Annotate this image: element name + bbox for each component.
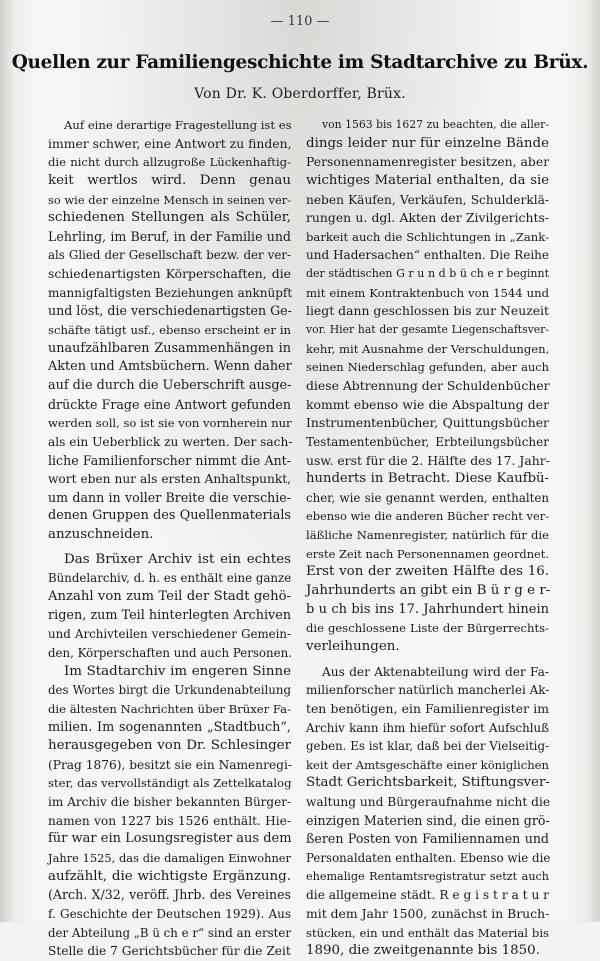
text-line: keit der Amtsgeschäfte einer königlichen <box>306 757 549 772</box>
text-line: Testamentenbücher, Erbteilungsbücher <box>306 434 549 449</box>
paragraph <box>306 116 549 657</box>
text-line: b u ch bis ins 17. Jahrhundert hinein <box>306 601 549 617</box>
text-line: rungen u. dgl. Akten der Zivilgerichts- <box>306 210 549 226</box>
paragraph <box>48 116 291 545</box>
text-line: ebenso wie die anderen Bücher recht ver- <box>306 509 549 524</box>
article-title: Quellen zur Familiengeschichte im Stadtarchive zu Brüx. <box>11 52 589 73</box>
text-line: die nicht durch allzugroße Lückenhaftig- <box>48 155 291 170</box>
text-line: geben. Es ist klar, daß bei der Vielseitig- <box>306 739 549 754</box>
text-line: schäfte tätigt usf., ebenso erscheint er in <box>48 323 291 338</box>
text-line: Auf eine derartige Fragestellung ist es <box>64 118 292 132</box>
right-column <box>306 116 549 961</box>
paragraph <box>306 663 549 961</box>
text-line: Aus der Aktenabteilung wird der Fa- <box>322 664 549 679</box>
text-line: Lehrling, im Beruf, in der Familie und <box>48 228 291 244</box>
text-line: herausgegeben von Dr. Schlesinger <box>48 738 291 754</box>
text-line: diese Abtrennung der Schuldenbücher <box>306 377 550 393</box>
text-line: Im Stadtarchiv im engeren Sinne <box>64 663 291 679</box>
text-line: schiedenen Stellungen als Schüler, <box>48 210 291 226</box>
text-line: erste Zeit nach Personennamen geordnet. <box>306 546 549 561</box>
text-line: hunderts in Betracht. Diese Kaufbü- <box>306 471 549 487</box>
text-line: unaufzählbaren Zusammenhängen in <box>48 340 291 356</box>
text-line: einzigen Materien sind, die einen grö- <box>306 812 550 828</box>
text-line: mit einem Kontraktenbuch von 1544 und <box>306 285 549 300</box>
text-line: (Arch. X/32, veröff. Jhrb. des Vereines <box>48 887 291 903</box>
paragraph <box>48 663 291 961</box>
text-line: aufzählt, die wichtigste Ergänzung. <box>48 868 291 884</box>
text-line: Bündelarchiv, d. h. es enthält eine ganze <box>48 571 292 586</box>
text-line: mit dem Jahr 1500, zunächst in Bruch- <box>306 905 550 921</box>
paragraph <box>48 551 291 663</box>
text-line: stücken, ein und enthält das Material bis <box>306 925 549 940</box>
text-line: denen Gruppen des Quellenmaterials <box>48 508 291 524</box>
text-line: seinen Niederschlag gefunden, aber auch <box>306 360 549 375</box>
text-line: vor. Hier hat der gesamte Liegenschaftsver- <box>306 323 549 337</box>
text-line: Stadt Gerichtsbarkeit, Stiftungsver- <box>306 775 550 791</box>
text-line: verleihungen. <box>306 638 400 654</box>
text-line: Akten und Amtsbüchern. Wenn daher <box>48 359 292 375</box>
text-line: auf die durch die Ueberschrift ausge- <box>48 377 292 393</box>
text-line: Jahre 1525, das die damaligen Einwohner <box>48 850 291 865</box>
article-byline: Von Dr. K. Oberdorffer, Brüx. <box>194 86 406 102</box>
text-line: werden soll, so ist sie von vornherein nur <box>48 416 292 431</box>
text-line: keit wertlos wird. Denn genau <box>48 172 291 188</box>
text-line: die ältesten Nachrichten über Brüxer Fa- <box>48 701 291 716</box>
text-line: als ein Ueberblick zu werten. Der sach- <box>48 434 293 449</box>
text-line: neben Käufen, Verkäufen, Schulderklä- <box>306 192 549 207</box>
text-line: und Hadersachen“ enthalten. Die Reihe <box>306 248 549 263</box>
text-line: Archiv kann ihm hiefür sofort Aufschluß <box>306 720 549 735</box>
text-line: barkeit auch die Schlichtungen in „Zank- <box>306 229 549 244</box>
text-line: die allgemeine städt. R e g i s t r a t u r <box>306 888 549 903</box>
text-line: des Wortes birgt die Urkundenabteilung <box>48 683 291 698</box>
text-line: läßliche Namenregister, natürlich für die <box>306 528 549 543</box>
text-line: ster, das vervollständigt als Zettelkatalog <box>48 776 292 791</box>
text-line: mannigfaltigsten Beziehungen anknüpft <box>48 285 293 300</box>
text-line: wichtiges Material enthalten, da sie <box>306 172 549 188</box>
text-line: Personaldaten enthalten. Ebenso wie die <box>306 850 551 865</box>
text-line: Instrumentenbücher, Quittungsbücher <box>306 415 549 431</box>
text-line: waltung und Bürgeraufnahme nicht die <box>306 795 551 810</box>
text-line: Stelle die 7 Gerichtsbücher für die Zeit <box>48 944 291 959</box>
text-line: den, Körperschaften und auch Personen. <box>48 645 292 660</box>
text-line: dings leider nur für einzelne Bände <box>306 135 549 151</box>
text-line: liegt dann geschlossen bis zur Neuzeit <box>306 303 549 319</box>
text-line: anzuschneiden. <box>48 527 154 543</box>
text-line: Jahrhunderts an gibt ein B ü r g e r- <box>306 583 551 599</box>
text-line: wort eben nur als ersten Anhaltspunkt, <box>48 472 291 487</box>
text-line: Anzahl von zum Teil der Stadt gehö- <box>48 589 291 605</box>
text-line: f. Geschichte der Deutschen 1929). Aus <box>48 906 291 921</box>
text-line: 1890, die zweitgenannte bis 1850. <box>306 943 540 959</box>
text-line: Das Brüxer Archiv ist ein echtes <box>64 551 291 567</box>
text-line: drückte Frage eine Antwort gefunden <box>48 396 291 412</box>
text-line: namen von 1227 bis 1526 enthält. Hie- <box>48 813 291 828</box>
text-line: cher, wie sie genannt werden, enthalten <box>306 490 549 505</box>
page-number: — 110 — <box>270 14 330 29</box>
text-line: immer schwer, eine Antwort zu finden, <box>48 135 292 151</box>
text-line: von 1563 bis 1627 zu beachten, die aller- <box>322 118 549 131</box>
text-line: als Glied der Gesellschaft bezw. der ver- <box>48 248 291 263</box>
text-line: kehr, mit Ausnahme der Verschuldungen, <box>306 341 550 356</box>
text-line: ßeren Posten von Familiennamen und <box>306 831 549 847</box>
left-column <box>48 116 291 961</box>
text-line: ten benötigen, ein Familienregister im <box>306 700 549 716</box>
text-line: so wie der einzelne Mensch in seinen ver- <box>48 192 291 207</box>
text-line: (Prag 1876), besitzt sie ein Namenregi- <box>48 757 292 772</box>
text-line: der Abteilung „B ü ch e r“ sind an erster <box>48 925 291 940</box>
text-line: usw. erst für die 2. Hälfte des 17. Jahr- <box>306 452 550 468</box>
text-line: milienforscher natürlich mancherlei Ak- <box>306 683 550 698</box>
text-line: liche Familienforscher nimmt die Ant- <box>48 452 291 468</box>
text-line: im Archiv die bisher bekannten Bürger- <box>48 795 291 810</box>
text-line: schiedenartigsten Körperschaften, die <box>48 266 291 282</box>
text-line: um dann in voller Breite die verschie- <box>48 489 291 505</box>
text-line: Erst von der zweiten Hälfte des 16. <box>306 564 549 580</box>
text-line: und Archivteilen verschiedener Gemein- <box>48 627 291 642</box>
text-line: Personennamenregister besitzen, aber <box>306 154 550 170</box>
text-line: und löst, die verschiedenartigsten Ge- <box>48 303 292 319</box>
text-line: milien. Im sogenannten „Stadtbuch“, <box>48 719 291 735</box>
text-line: kommt ebenso wie die Abspaltung der <box>306 396 549 412</box>
text-line: ehemalige Rentamtsregistratur setzt auch <box>306 869 549 883</box>
text-line: der städtischen G r u n d b ü ch e r beginnt <box>306 267 549 281</box>
text-line: rigen, zum Teil hinterlegten Archiven <box>48 607 292 623</box>
text-line: die geschlossene Liste der Bürgerrechts- <box>306 621 549 636</box>
text-line: für war ein Losungsregister aus dem <box>48 831 292 847</box>
